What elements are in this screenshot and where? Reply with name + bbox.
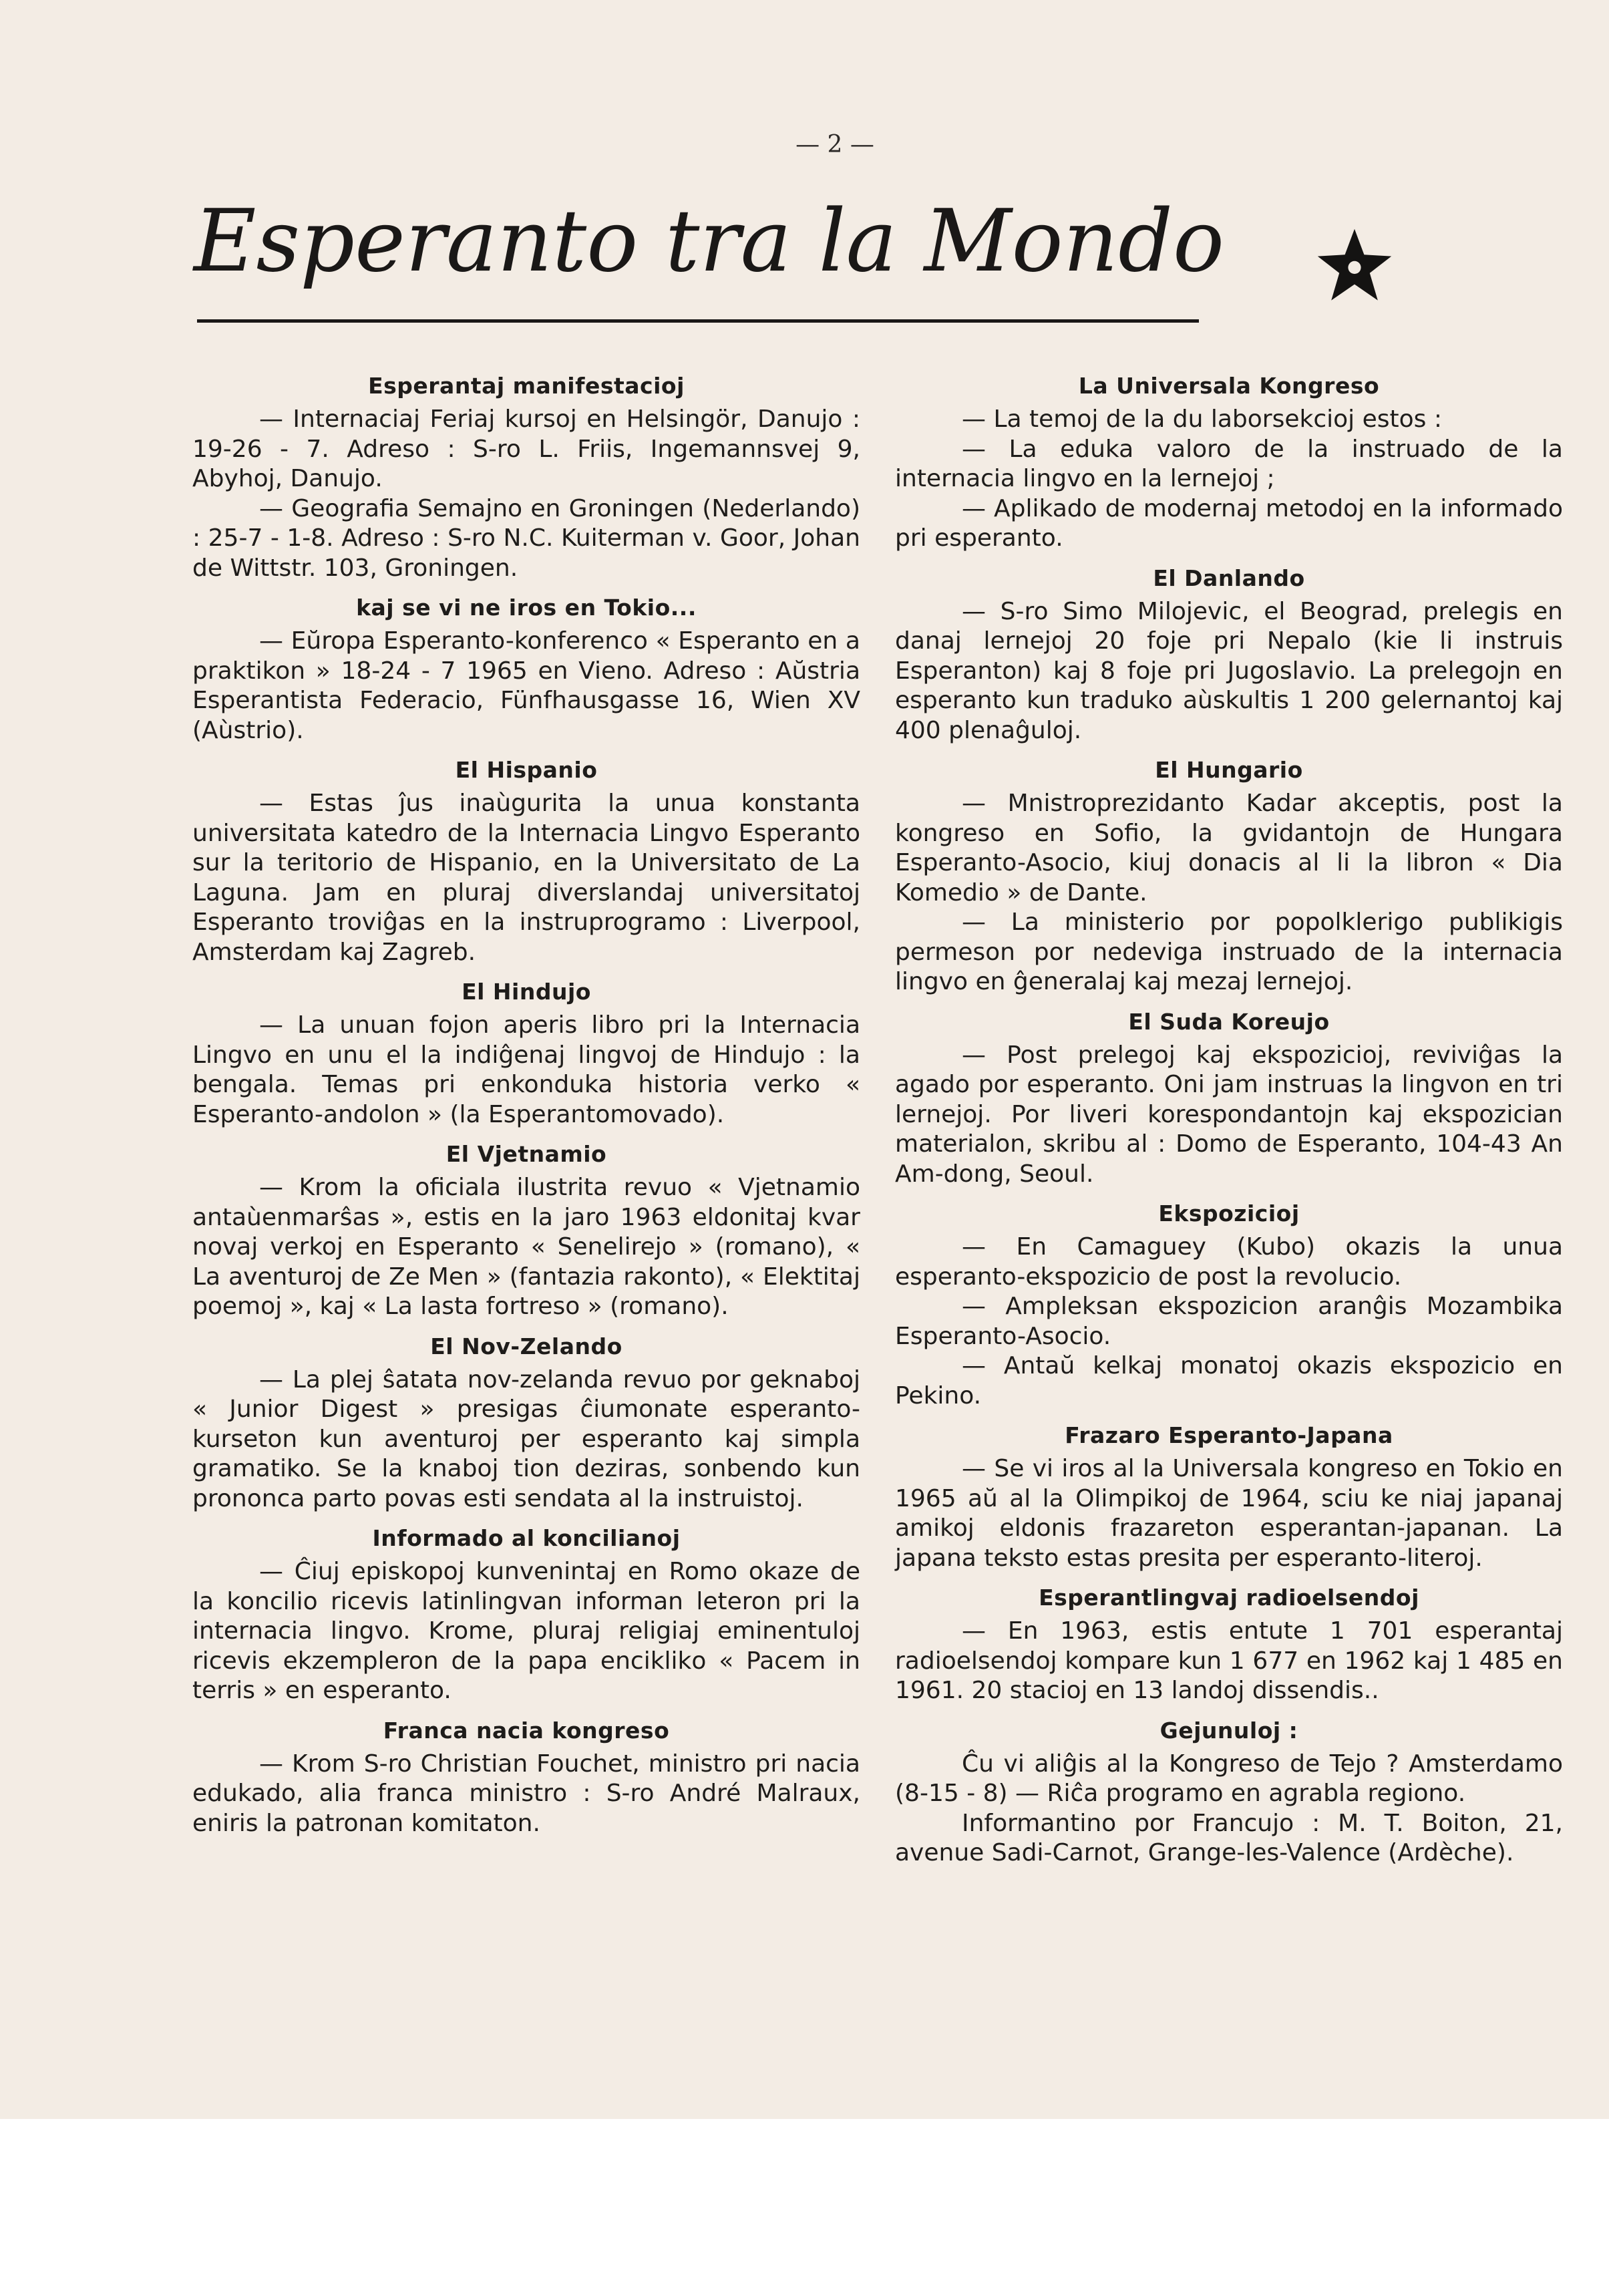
section-heading: Esperantlingvaj radioelsendoj <box>1039 1585 1419 1611</box>
section-paragraph: — Estas ĵus inaùgurita la unua konstanta universitata katedro de la Internacia Lingvo Esperanto sur la teritorio de Hispanio, en la Universitato de La Laguna. Jam en pluraj diverslandaj universitatoj Esperanto troviĝas en la instruprogramo : Liverpool, Amsterdam kaj Zagreb. <box>192 790 860 966</box>
section-heading: El Vjetnamio <box>445 1141 607 1167</box>
section-paragraph: — Krom la oficiala ilustrita revuo « Vjetnamio antaùenmarŝas », estis en la jaro 1963 eldonitaj kvar novaj verkoj en Esperanto « Senelirejo » (romano), « La aventuroj de Ze Men » (fantazia rakonto), « Elektitaj poemoj », kaj « La lasta fortreso » (romano). <box>192 1174 860 1320</box>
section-heading: El Hindujo <box>462 979 591 1005</box>
section-heading: Informado al koncilianoj <box>372 1525 681 1551</box>
article-section <box>192 1523 860 1706</box>
section-heading: Franca nacia kongreso <box>383 1717 670 1744</box>
section-paragraph: — Aplikado de modernaj metodoj en la informado pri esperanto. <box>895 494 1563 552</box>
title-underline <box>197 319 1199 323</box>
section-heading: La Universala Kongreso <box>1078 373 1380 399</box>
article-section <box>192 1331 860 1514</box>
article-section <box>192 371 860 583</box>
article-section <box>895 1420 1563 1573</box>
section-paragraph: — Antaŭ kelkaj monatoj okazis ekspozicio en Pekino. <box>895 1352 1563 1410</box>
section-heading: Ekspozicioj <box>1158 1200 1300 1226</box>
page-title: Esperanto tra la Mondo <box>194 192 1225 291</box>
page-number: — 2 — <box>795 131 874 158</box>
article-section <box>895 755 1563 997</box>
section-paragraph: — La temoj de la du laborsekcioj estos : <box>962 405 1442 433</box>
article-section <box>192 977 860 1130</box>
section-heading: El Hungario <box>1155 757 1303 783</box>
section-paragraph: — La plej ŝatata nov-zelanda revuo por geknaboj « Junior Digest » presigas ĉiumonate esperanto-kurseton kun aventuroj per esperanto kaj simpla gramatiko. Se la knaboj tion deziras, sonbendo kun prononca parto povas esti sendata al la instruistoj. <box>192 1365 860 1512</box>
section-paragraph: — Geografia Semajno en Groningen (Nederlando) : 25-7 - 1-8. Adreso : S-ro N.C. Kuiterman v. Goor, Johan de Wittstr. 103, Groningen. <box>192 494 860 582</box>
section-paragraph: — En Camaguey (Kubo) okazis la unua esperanto-ekspozicio de post la revolucio. <box>895 1233 1563 1291</box>
star-icon <box>1314 226 1395 306</box>
article-section <box>192 755 860 967</box>
article-section <box>895 1007 1563 1190</box>
left-column <box>192 371 860 1838</box>
article-section <box>192 593 860 746</box>
article-section <box>895 371 1563 554</box>
article-section <box>895 1715 1563 1868</box>
article-section <box>895 1198 1563 1411</box>
section-paragraph: — La unuan fojon aperis libro pri la Internacia Lingvo en unu el la indiĝenaj lingvoj de Hindujo : la bengala. Temas pri enkonduka historia verko « Esperanto-andolon » (la Esperantomovado). <box>192 1011 860 1128</box>
section-heading: El Nov-Zelando <box>430 1333 622 1359</box>
section-paragraph: — Eŭropa Esperanto-konferenco « Esperanto en a praktikon » 18-24 - 7 1965 en Vieno. Adreso : Aŭstria Esperantista Federacio, Fünfhausgasse 16, Wien XV (Aùstrio). <box>192 627 860 744</box>
section-paragraph: Informantino por Francujo : M. T. Boiton, 21, avenue Sadi-Carnot, Grange-les-Valence (Ardèche). <box>895 1809 1563 1866</box>
article-section <box>895 563 1563 746</box>
section-paragraph: — Post prelegoj kaj ekspozicioj, reviviĝas la agado por esperanto. Oni jam instruas la lingvon en tri lernejoj. Por liveri korespondantojn kaj ekspozician materialon, skribu al : Domo de Esperanto, 104-43 An Am-dong, Seoul. <box>895 1041 1563 1188</box>
section-heading: kaj se vi ne iros en Tokio... <box>356 595 697 621</box>
section-heading: Gejunuloj : <box>1159 1717 1298 1744</box>
section-paragraph: Ĉu vi aliĝis al la Kongreso de Tejo ? Amsterdamo (8-15 - 8) — Riĉa programo en agrabla regiono. <box>895 1750 1563 1807</box>
section-paragraph: — Ĉiuj episkopoj kunvenintaj en Romo okaze de la koncilio ricevis latinlingvan informan leteron pri la internacia lingvo. Krome, pluraj religiaj eminentuloj ricevis ekzempleron de la papa enciklikо « Pacem in terris » en esperanto. <box>192 1558 860 1704</box>
right-column <box>895 371 1563 1868</box>
section-paragraph: — En 1963, estis entute 1 701 esperantaj radioelsendoj kompare kun 1 677 en 1962 kaj 1 485 en 1961. 20 stacioj en 13 landoj dissendis.. <box>895 1617 1563 1704</box>
section-paragraph: — Ampleksan ekspozicion aranĝis Mozambika Esperanto-Asocio. <box>895 1293 1563 1350</box>
section-paragraph: — S-ro Simo Milojevic, el Beograd, prelegis en danaj lernejoj 20 foje pri Nepalo (kie li instruis Esperanton) kaj 8 foje pri Jugoslavio. La prelegojn en esperanto kun traduko aùskultis 1 200 gelernantoj kaj 400 plenaĝuloj. <box>895 597 1563 744</box>
section-heading: El Suda Koreujo <box>1128 1008 1330 1035</box>
article-section <box>192 1139 860 1322</box>
section-heading: Frazaro Esperanto-Japana <box>1065 1422 1393 1448</box>
section-heading: Esperantaj manifestacioj <box>368 373 685 399</box>
section-heading: El Danlando <box>1153 564 1305 591</box>
section-paragraph: — Internaciaj Feriaj kursoj en Helsingör, Danujo : 19-26 - 7. Adreso : S-ro L. Friis, Ingemannsvej 9, Abyhoj, Danujo. <box>192 405 860 492</box>
section-paragraph: — Se vi iros al la Universala kongreso en Tokio en 1965 aŭ al la Olimpikoj de 1964, sciu ke niaj japanaj amikoj eldonis frazareton esperantan-japanan. La japana teksto estas presita per esperanto-literoj. <box>895 1455 1563 1572</box>
section-paragraph: — Krom S-ro Christian Fouchet, ministro pri nacia edukado, alia franca ministro : S-ro André Malraux, eniris la patronan komitaton. <box>192 1750 860 1837</box>
article-section <box>192 1715 860 1839</box>
section-paragraph: — La ministerio por popolklerigo publikigis permeson por nedeviga instruado de la internacia lingvo en ĝeneralaj kaj mezaj lernejoj. <box>895 909 1563 995</box>
section-heading: El Hispanio <box>455 757 598 783</box>
section-paragraph: — Mnistroprezidanto Kadar akceptis, post la kongreso en Sofio, la gvidantojn de Hungara Esperanto-Asocio, kiuj donacis al li la libron « Dia Komedio » de Dante. <box>895 790 1563 907</box>
section-paragraph: — La eduka valoro de la instruado de la internacia lingvo en la lernejoj ; <box>895 435 1563 492</box>
article-section <box>895 1583 1563 1706</box>
